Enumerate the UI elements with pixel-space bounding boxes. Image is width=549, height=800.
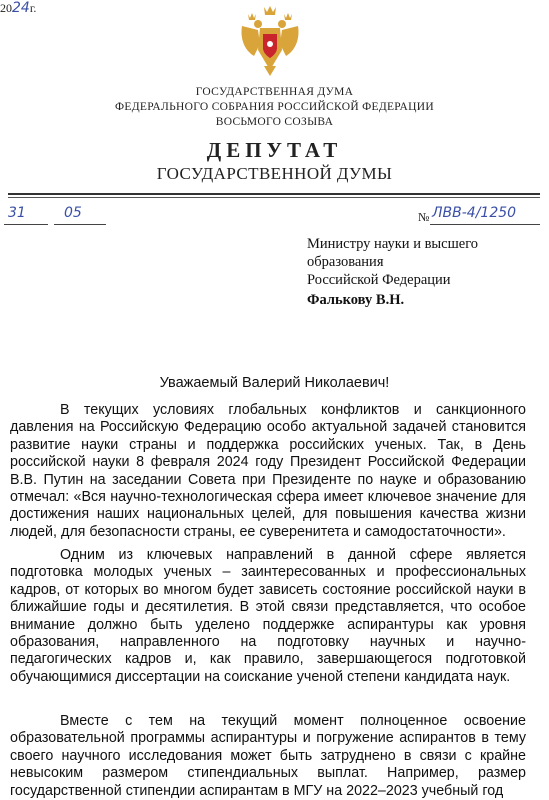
header-line-duma: ГОСУДАРСТВЕННАЯ ДУМА (195, 86, 354, 98)
header-title-deputy: ДЕПУТАТ (206, 138, 343, 162)
header-subtitle: ГОСУДАРСТВЕННОЙ ДУМЫ (156, 164, 393, 183)
document-number: ЛВВ-4/1250 (432, 205, 517, 221)
paragraph-1 (10, 402, 526, 541)
header-line-convocation: ВОСЬМОГО СОЗЫВА (215, 116, 334, 128)
addressee-line-1: Министру науки и высшего (307, 236, 479, 252)
addressee-line-3: Российской Федерации (307, 272, 451, 288)
date-day: 31 (8, 205, 26, 221)
double-headed-eagle-icon (236, 4, 304, 78)
date-day-underline (4, 224, 48, 225)
header-divider-thin (8, 197, 540, 198)
addressee-name: Фалькову В.Н. (307, 292, 405, 308)
paragraph-2-text: Одним из ключевых направлений в данной сфере является подготовка молодых ученых – заинтересованных и профессиональных кадров, от которых во многом будет зависеть состояние российской науки в ближайшие годы и десятилетия. В этой связи представляется, что особое внимание должно быть уделено поддержке аспирантуры как уровня образования, направленного на подготовку научных и научно-педагогических кадров и, как правило, завершающегося подготовкой обучающимися диссертации на соискание ученой степени кандидата наук. (10, 547, 526, 685)
date-year-hand: 24 (12, 0, 30, 16)
date-year-prefix: 20 (0, 1, 12, 15)
header-divider-thick (8, 193, 540, 195)
addressee-line-2: образования (307, 254, 384, 270)
paragraph-1-text: В текущих условиях глобальных конфликтов и санкционного давления на Российскую Федерацию особо актуальной задачей становится развитие науки страны и поддержка российских ученых. Так, в День российской науки 8 февраля 2024 году Президент Российской Федерации В.В. Путин на заседании Совета при Президенте по науке и образованию отмечал: «Вся научно-технологическая сфера имеет ключевое значение для достижения наших национальных целей, для повышения качества жизни людей, для безопасности страны, ее суверенитета и самодостаточности». (10, 402, 526, 540)
paragraph-2 (10, 547, 526, 686)
paragraph-3 (10, 713, 526, 800)
greeting: Уважаемый Валерий Николаевич! (159, 375, 390, 391)
date-month-underline (54, 224, 106, 225)
number-sign: № (418, 210, 430, 224)
date-year-suffix: г. (29, 1, 37, 15)
number-underline (430, 224, 540, 225)
paragraph-3-text: Вместе с тем на текущий момент полноценное освоение образовательной программы аспирантуры и погружение аспирантов в тему своего научного исследования может быть затруднено в связи с крайне невысоким размером стипендиальных выплат. Например, размер государственной стипендии аспирантам в МГУ на 2022–2023 учебный год (10, 713, 526, 799)
header-line-assembly: ФЕДЕРАЛЬНОГО СОБРАНИЯ РОССИЙСКОЙ ФЕДЕРАЦИИ (115, 101, 434, 113)
date-month: 05 (64, 205, 82, 221)
